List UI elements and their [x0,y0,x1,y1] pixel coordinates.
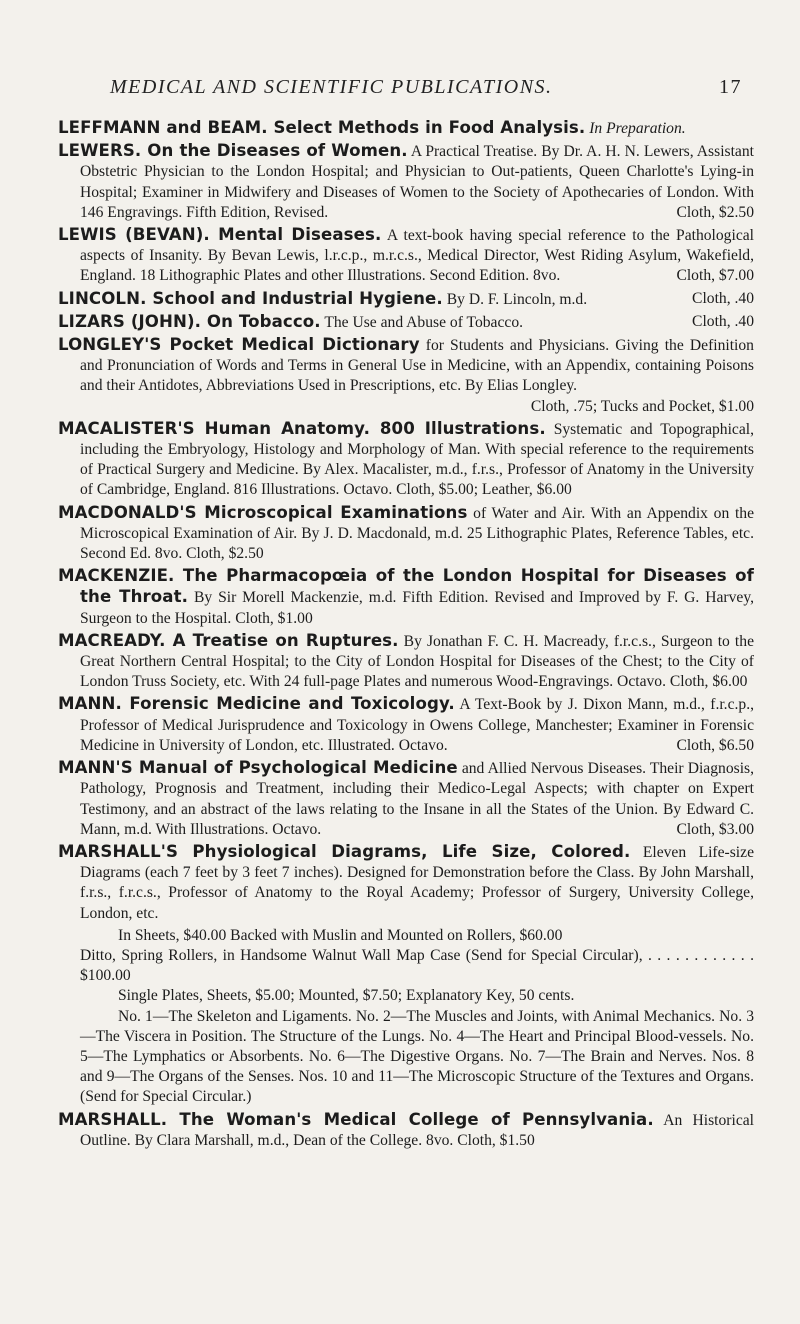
entry-marshall-college [58,1110,754,1151]
entry-longley [58,335,754,417]
entry-price: Cloth, $2.50 [186,545,264,563]
entry-head: MACREADY. A Treatise on Ruptures. [58,630,399,650]
entry-leffmann [58,118,754,139]
entry-head: LINCOLN. School and Industrial Hygiene. [58,288,443,308]
entry-head: MACALISTER'S Human Anatomy. 800 Illustrations. [58,418,546,438]
entry-desc: By Sir Morell Mackenzie, m.d. Fifth Edition. Revised and Improved by F. G. Harvey, Surgeon to the Hospital. [80,589,755,627]
marshall-price-sheets: In Sheets, $40.00 Backed with Muslin and Mounted on Rollers, $60.00 [118,926,563,944]
entry-price: Cloth, .40 [692,312,754,330]
entry-desc: The Use and Abuse of Tobacco. [324,313,524,331]
entry-price: Cloth, $2.50 [676,203,754,221]
marshall-price-spring: Ditto, Spring Rollers, in Handsome Walnut Wall Map Case (Send for Special Circular), . . . . . . . . . . . . $100.00 [80,946,754,985]
entry-head: MANN'S Manual of Psychological Medicine [58,758,458,778]
entry-head: LONGLEY'S Pocket Medical Dictionary [58,335,420,355]
entry-mann [58,694,754,756]
entry-head: LEWERS. On the Diseases of Women. [58,141,408,161]
entry-desc: Systematic and Topographical, including the Embryology, Histology and Morphology of Man. With special reference to the requirements of Practical Surgery and Medicine. By Alex. Macalister, m.d., f.r.s., Professor of Anatomy in the University of Cambridge, England. 816 Illustrations. Octavo. [80,420,754,499]
entry-mackenzie [58,566,754,629]
entry-marshall-diagrams [58,842,754,924]
entry-desc: In Preparation. [589,120,686,137]
entry-head: MACDONALD'S Microscopical Examinations [58,502,468,522]
entry-head: MANN. Forensic Medicine and Toxicology. [58,694,455,714]
entry-lizars [58,312,754,333]
entry-desc: By D. F. Lincoln, m.d. [446,290,588,308]
running-head-title: MEDICAL AND SCIENTIFIC PUBLICATIONS. [110,76,553,98]
entry-head: LEFFMANN and BEAM. Select Methods in Food Analysis. [58,118,586,137]
entry-price: Cloth, $3.00 [676,820,754,838]
entry-mann-psych [58,758,754,840]
entry-macready [58,631,754,693]
entry-lincoln [58,289,754,310]
entry-price: Cloth, $7.00 [676,267,754,285]
entry-desc: of Water and Air. With an Appendix on the Microscopical Examination of Air. By J. D. Macdonald, m.d. 25 Lithographic Plates, Reference Tables, etc. Second Ed. 8vo. [80,504,754,563]
entry-lewis [58,225,754,287]
page-number: 17 [719,76,742,98]
entry-desc: for Students and Physicians. Giving the Definition and Pronunciation of Words and Terms in General Use in Medicine, with an Appendix, containing Poisons and their Antidotes, Abbreviations Used in Prescriptions, etc. By Elias Longley. [80,337,754,395]
entry-price: Cloth, $6.00 [669,673,748,691]
entry-head: MARSHALL'S Physiological Diagrams, Life Size, Colored. [58,841,631,861]
entry-head: MARSHALL. The Woman's Medical College of Pennsylvania. [58,1109,654,1129]
entry-head: MACKENZIE. The Pharmacopœia of the London Hospital for Diseases of the Throat. [58,566,754,607]
entry-price: Cloth, $1.00 [235,609,313,627]
entry-head: LIZARS (JOHN). On Tobacco. [58,311,321,331]
entry-desc: A Text-Book by J. Dixon Mann, m.d., f.r.c.p., Professor of Medical Jurisprudence and Toxicology in Owens College, Manchester; Examiner in Forensic Medicine in University of London, etc. Illustrated. Octavo. [80,696,754,754]
entry-desc: A Practical Treatise. By Dr. A. H. N. Lewers, Assistant Obstetric Physician to the London Hospital; and Physician to Out-patients, Queen Charlotte's Lying-in Hospital; Examiner in Midwifery and Diseases of Women to the Society of Apothecaries of London. With 146 Engravings. Fifth Edition, Revised. [80,143,754,221]
entry-desc: and Allied Nervous Diseases. Their Diagnosis, Pathology, Prognosis and Treatment, including their Medico-Legal Aspects; with chapter on Expert Testimony, and an abstract of the laws relating to the Insane in all the States of the Union. By Edward C. Mann, m.d. With Illustrations. Octavo. [80,760,754,838]
entry-price: Cloth, $1.50 [457,1131,535,1149]
marshall-plate-list: No. 1—The Skeleton and Ligaments. No. 2—The Muscles and Joints, with Animal Mechanics. No. 3—The Viscera in Position. The Structure of the Lungs. No. 4—The Heart and Principal Blood-vessels. No. 5—The Lymphatics or Absorbents. No. 6—The Digestive Organs. No. 7—The Brain and Nerves. Nos. 8 and 9—The Organs of the Senses. Nos. 10 and 11—The Microscopic Structure of the Textures and Organs. (Send for Special Circular.) [80,1007,754,1106]
marshall-price-single: Single Plates, Sheets, $5.00; Mounted, $7.50; Explanatory Key, 50 cents. [118,987,575,1005]
entry-desc: Eleven Life-size Diagrams (each 7 feet by 3 feet 7 inches). Designed for Demonstration before the Class. By John Marshall, f.r.s., f.r.c.s., Professor of Anatomy to the Royal Academy; Professor of Surgery, University College, London, etc. [80,843,754,922]
entry-macalister [58,419,754,501]
entry-price: Cloth, $6.50 [676,736,754,754]
entry-price: Cloth, .75; Tucks and Pocket, $1.00 [530,397,754,415]
entry-price: Cloth, $5.00; Leather, $6.00 [396,481,572,499]
entry-desc: By Jonathan F. C. H. Macready, f.r.c.s., Surgeon to the Great Northern Central Hospital; to the City of London Hospital for Diseases of the Chest; to the City of London Truss Society, etc. With 24 full-page Plates and numerous Wood-Engravings. Octavo. [80,632,754,691]
entry-head: LEWIS (BEVAN). Mental Diseases. [58,225,382,245]
running-head [110,76,742,104]
entry-macdonald [58,503,754,565]
entry-price: Cloth, .40 [692,289,754,307]
entry-desc: An Historical Outline. By Clara Marshall, m.d., Dean of the College. 8vo. [80,1111,755,1149]
entry-lewers [58,141,754,223]
entry-list [58,118,754,1153]
entry-desc: A text-book having special reference to the Pathological aspects of Insanity. By Bevan Lewis, l.r.c.p., m.r.c.s., Medical Director, West Riding Asylum, Wakefield, England. 18 Lithographic Plates and other Illustrations. Second Edition. 8vo. [80,227,754,285]
